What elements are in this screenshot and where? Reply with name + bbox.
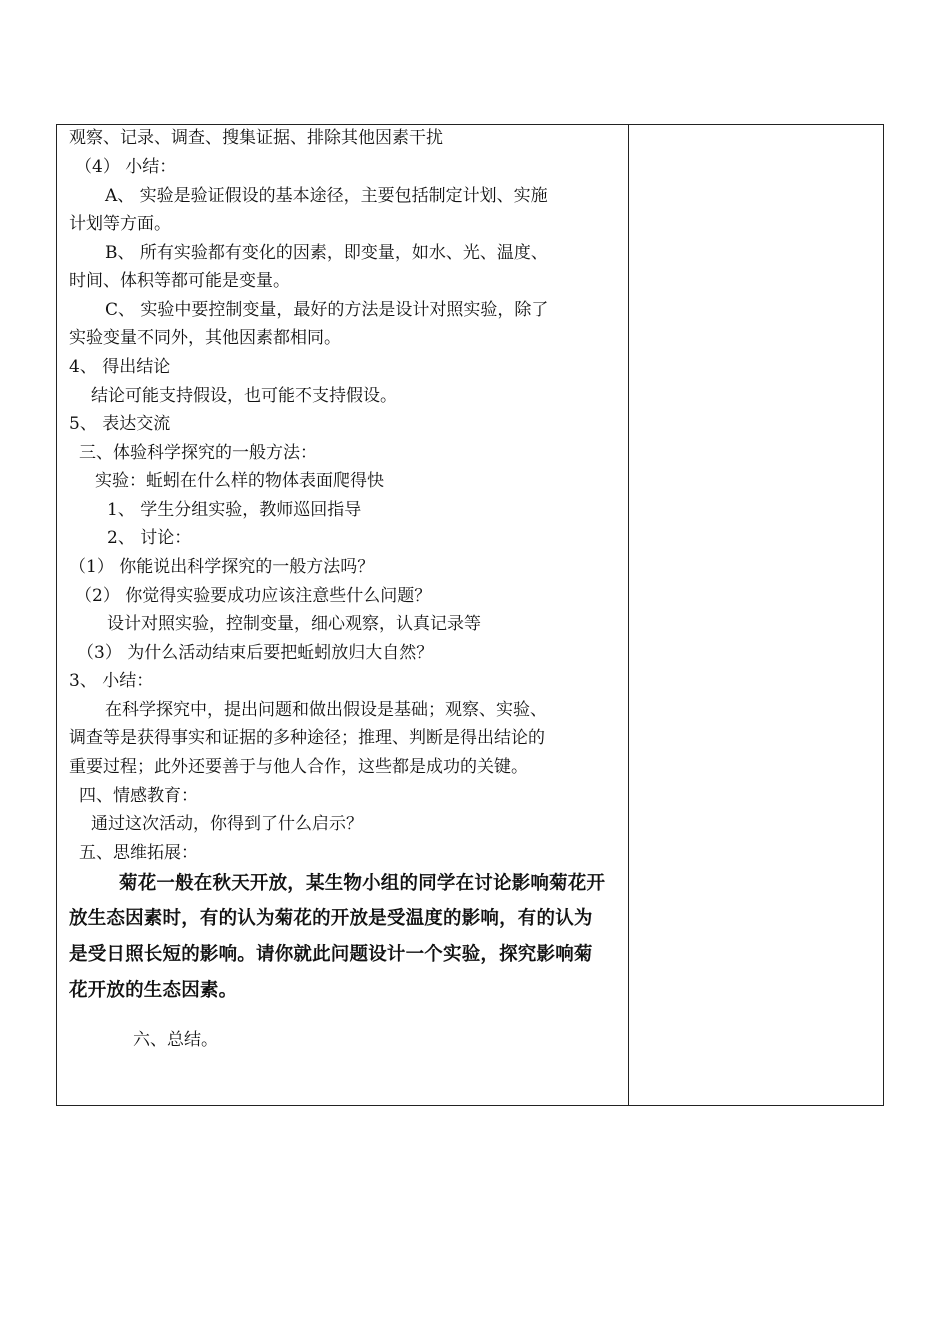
text-line: 放生态因素时，有的认为菊花的开放是受温度的影响，有的认为 bbox=[69, 908, 593, 929]
text-line: 菊花一般在秋天开放，某生物小组的同学在讨论影响菊花开 bbox=[119, 873, 606, 894]
text-line: 三、体验科学探究的一般方法： bbox=[79, 443, 317, 463]
text-line: 1、 学生分组实验，教师巡回指导 bbox=[107, 500, 362, 520]
text-line: 4、 得出结论 bbox=[69, 357, 171, 377]
text-line: （2） 你觉得实验要成功应该注意些什么问题？ bbox=[75, 586, 432, 606]
text-line: 设计对照实验，控制变量，细心观察，认真记录等 bbox=[107, 614, 481, 634]
text-line: 四、情感教育： bbox=[79, 786, 198, 806]
text-line: （1） 你能说出科学探究的一般方法吗？ bbox=[69, 557, 375, 577]
text-line: 时间、体积等都可能是变量。 bbox=[69, 271, 290, 291]
lesson-table bbox=[56, 124, 884, 1106]
text-line: 2、 讨论： bbox=[107, 528, 192, 548]
text-line: B、 所有实验都有变化的因素，即变量，如水、光、温度、 bbox=[105, 243, 548, 263]
text-line: 5、 表达交流 bbox=[69, 414, 171, 434]
text-line: 重要过程；此外还要善于与他人合作，这些都是成功的关键。 bbox=[69, 757, 528, 777]
column-divider bbox=[628, 125, 629, 1105]
text-line: 计划等方面。 bbox=[69, 214, 171, 234]
text-line: A、 实验是验证假设的基本途径，主要包括制定计划、实施 bbox=[105, 186, 548, 206]
text-line: 观察、记录、调查、搜集证据、排除其他因素干扰 bbox=[69, 128, 443, 148]
text-line: 是受日照长短的影响。请你就此问题设计一个实验，探究影响菊 bbox=[69, 944, 593, 965]
text-line: 五、思维拓展： bbox=[79, 843, 198, 863]
text-line: 六、总结。 bbox=[133, 1030, 218, 1050]
text-line: （4） 小结： bbox=[75, 157, 177, 177]
text-line: （3） 为什么活动结束后要把蚯蚓放归大自然？ bbox=[77, 643, 434, 663]
text-line: 实验变量不同外，其他因素都相同。 bbox=[69, 328, 341, 348]
text-line: 结论可能支持假设，也可能不支持假设。 bbox=[91, 386, 397, 406]
text-line: 花开放的生态因素。 bbox=[69, 980, 238, 1001]
text-line: 通过这次活动，你得到了什么启示？ bbox=[91, 814, 363, 834]
text-line: 在科学探究中，提出问题和做出假设是基础；观察、实验、 bbox=[105, 700, 547, 720]
text-line: C、 实验中要控制变量，最好的方法是设计对照实验，除了 bbox=[105, 300, 549, 320]
text-line: 3、 小结： bbox=[69, 671, 154, 691]
text-line: 调查等是获得事实和证据的多种途径；推理、判断是得出结论的 bbox=[69, 728, 545, 748]
text-line: 实验：蚯蚓在什么样的物体表面爬得快 bbox=[95, 471, 384, 491]
